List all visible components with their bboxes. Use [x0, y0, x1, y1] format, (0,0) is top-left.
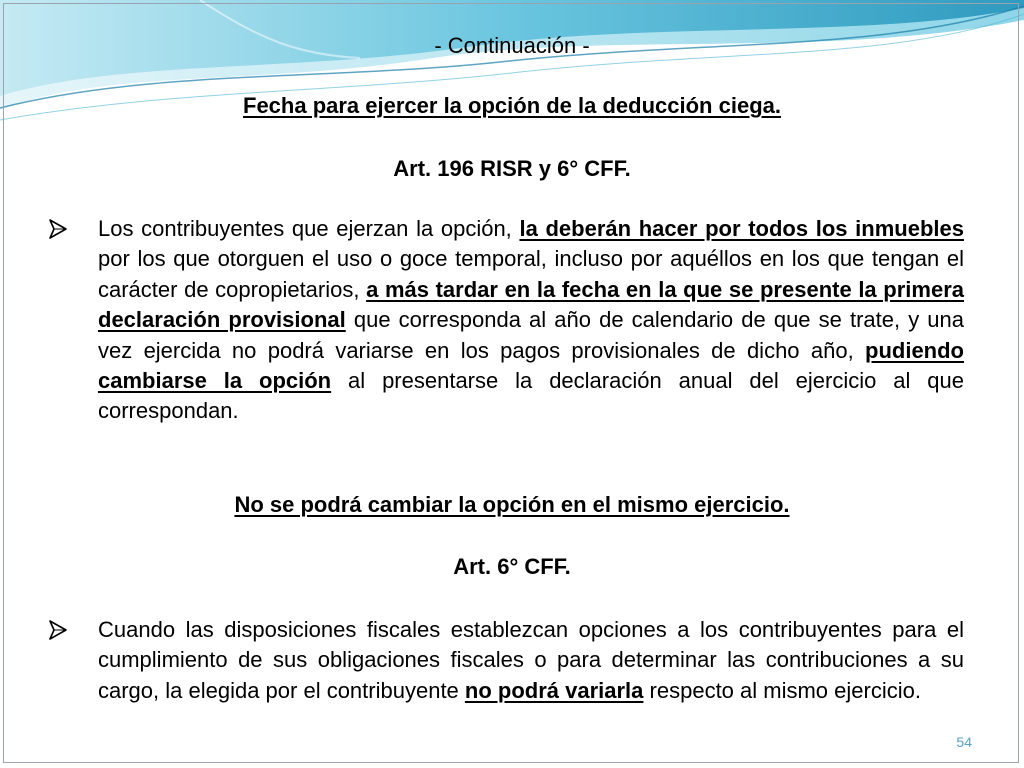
paragraph-1-bold-1: la deberán hacer por todos los inmuebles [519, 216, 964, 241]
section-heading-2: No se podrá cambiar la opción en el mismo ejercicio. [234, 492, 790, 517]
paragraph-2-bold-1: no podrá variarla [464, 677, 644, 703]
section-heading-1: Fecha para ejercer la opción de la deducción ciega. [243, 93, 781, 118]
paragraph-1-text-2: por los que otorguen el uso o goce temporal, incluso por aquéllos en los que tengan el carácter de copropietarios, [98, 246, 964, 302]
paragraph-1-text-3: que corresponda al año de calendario de que se trate, y una vez ejercida no podrá variarse en los pagos provisionales de dicho año, [98, 307, 965, 363]
paragraph-1-text-1: Los contribuyentes que ejerzan la opción, [98, 216, 520, 241]
paragraph-1-bold-2: a más tardar en la fecha en la que se presente la primera declaración provisional [98, 276, 964, 333]
arrowhead-bullet-icon [48, 619, 68, 641]
paragraph-2-text-1: Cuando las disposiciones fiscales establezcan opciones a los contribuyentes para el cumplimiento de sus obligaciones fiscales o para determinar las contribuciones a su cargo, la elegida por el contribuyente [98, 617, 964, 703]
paragraph-1 [98, 214, 964, 427]
slide-subtitle: - Continuación - [434, 33, 590, 58]
article-reference-2: Art. 6° CFF. [453, 554, 571, 579]
article-reference-1: Art. 196 RISR y 6° CFF. [393, 156, 631, 181]
paragraph-2 [98, 615, 964, 706]
paragraph-1-bold-3: pudiendo cambiarse la opción [98, 337, 964, 394]
paragraph-2-text-2: respecto al mismo ejercicio. [643, 677, 921, 703]
page-number: 54 [956, 734, 972, 750]
paragraph-1-text-4: al presentarse la declaración anual del ejercicio al que correspondan. [98, 368, 964, 424]
arrowhead-bullet-icon [48, 218, 68, 240]
